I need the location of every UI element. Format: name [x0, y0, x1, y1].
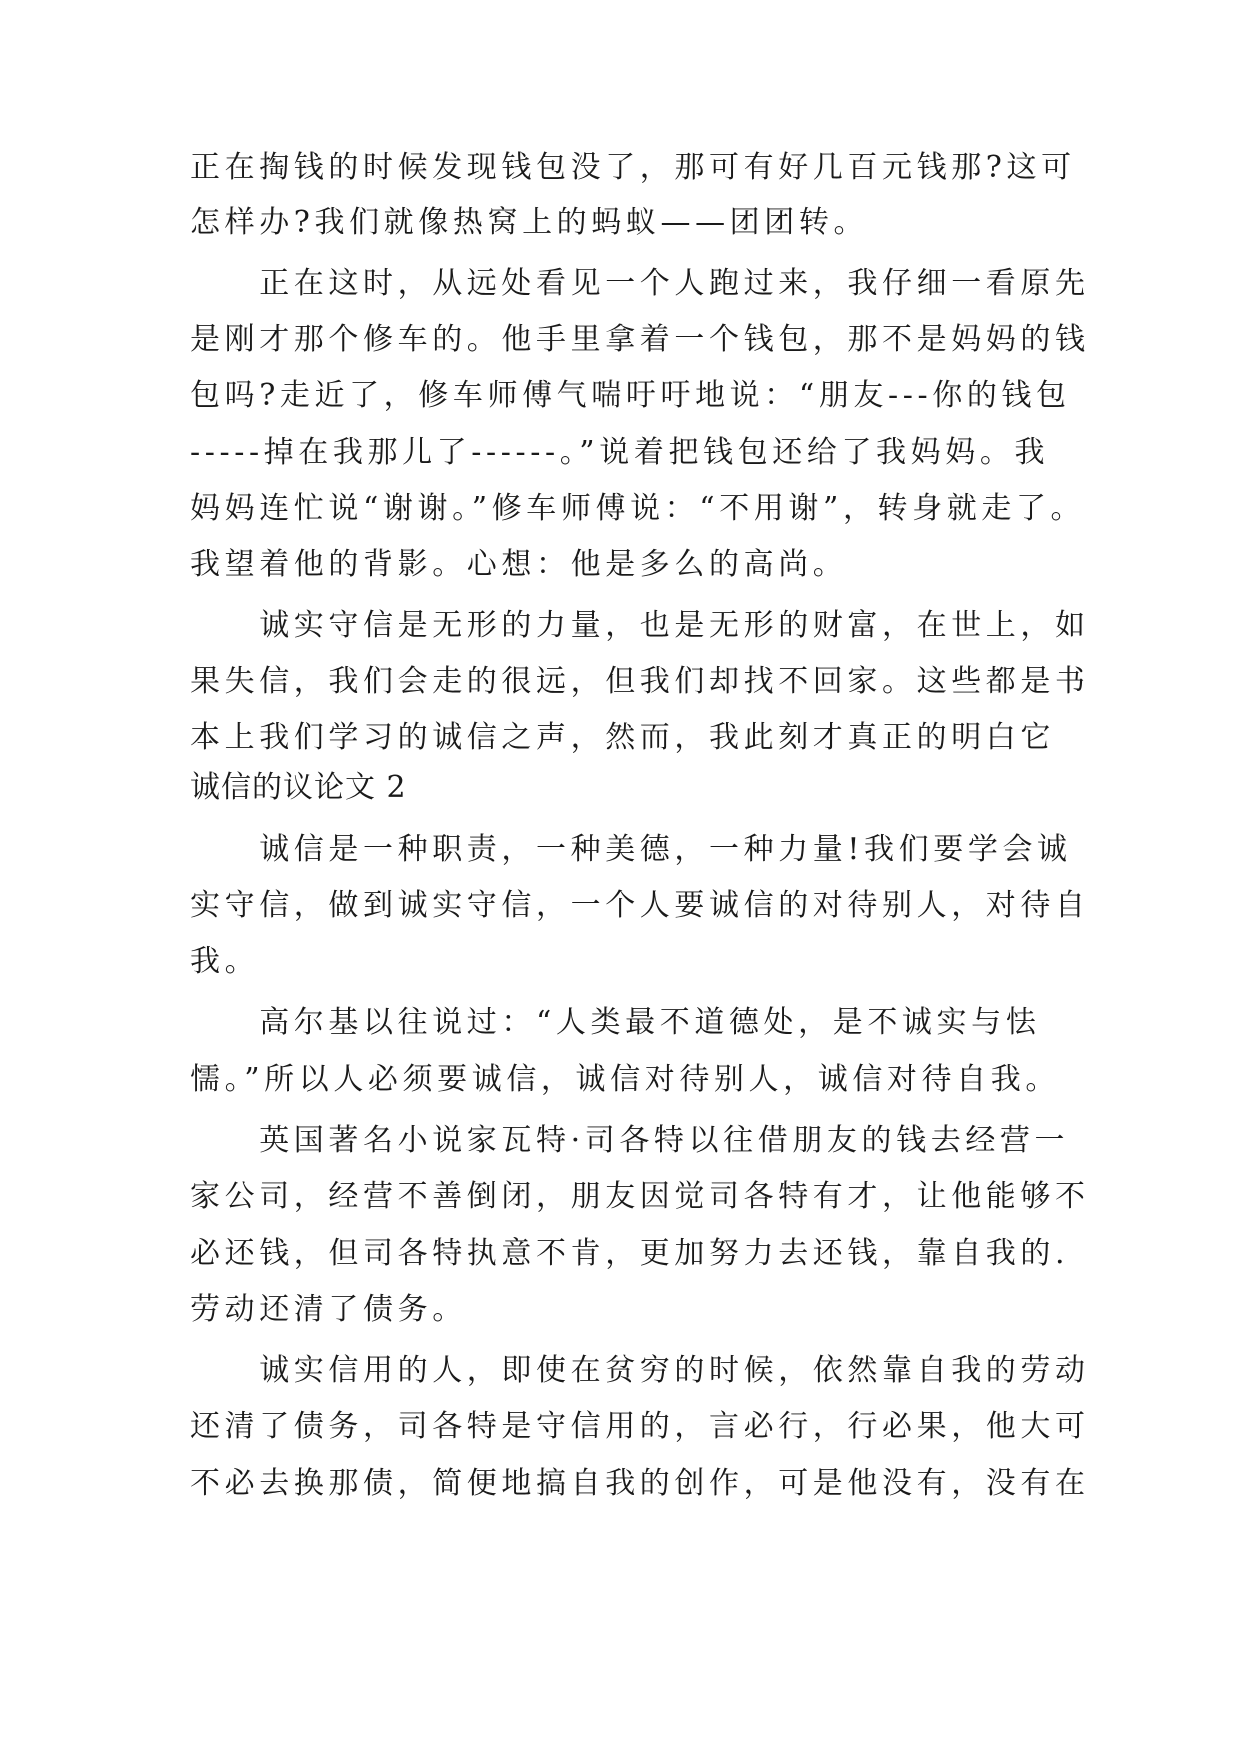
text-line: 正在掏钱的时候发现钱包没了，那可有好几百元钱那?这可	[190, 150, 1076, 185]
text-line: 我。	[190, 944, 260, 979]
text-line: 劳动还清了债务。	[190, 1292, 467, 1327]
text-line: 果失信，我们会走的很远，但我们却找不回家。这些都是书	[190, 664, 1090, 699]
text-line: 不必去换那债，简便地搞自我的创作，可是他没有，没有在	[190, 1466, 1090, 1501]
text-line: 必还钱，但司各特执意不肯，更加努力去还钱，靠自我的.	[190, 1236, 1070, 1271]
text-line: 还清了债务，司各特是守信用的，言必行，行必果，他大可	[190, 1409, 1090, 1444]
text-line: 实守信，做到诚实守信，一个人要诚信的对待别人，对待自	[190, 888, 1090, 923]
text-line: 高尔基以往说过：“人类最不道德处，是不诚实与怯	[190, 1005, 1041, 1040]
text-line: 本上我们学习的诚信之声，然而，我此刻才真正的明白它	[190, 720, 1055, 755]
text-line: 我望着他的背影。心想：他是多么的高尚。	[190, 547, 848, 582]
text-line: 怎样办?我们就像热窝上的蚂蚁——团团转。	[190, 205, 869, 240]
text-line: 诚实守信是无形的力量，也是无形的财富，在世上，如	[190, 608, 1090, 643]
text-line: 包吗?走近了，修车师傅气喘吁吁地说：“朋友---你的钱包	[190, 378, 1071, 413]
text-line: 诚实信用的人，即使在贫穷的时候，依然靠自我的劳动	[190, 1353, 1090, 1388]
text-line: 妈妈连忙说“谢谢。”修车师傅说：“不用谢”，转身就走了。	[190, 491, 1086, 526]
text-line: 家公司，经营不善倒闭，朋友因觉司各特有才，让他能够不	[190, 1179, 1090, 1214]
section-heading: 诚信的议论文 2	[190, 770, 407, 805]
text-line: 诚信是一种职责，一种美德，一种力量!我们要学会诚	[190, 832, 1072, 867]
text-line: 英国著名小说家瓦特·司各特以往借朋友的钱去经营一	[190, 1123, 1070, 1158]
text-line: 是刚才那个修车的。他手里拿着一个钱包，那不是妈妈的钱	[190, 322, 1090, 357]
text-line: 懦。”所以人必须要诚信，诚信对待别人，诚信对待自我。	[190, 1062, 1060, 1097]
text-line: -----掉在我那儿了------。”说着把钱包还给了我妈妈。我	[190, 435, 1050, 470]
text-line: 正在这时，从远处看见一个人跑过来，我仔细一看原先	[190, 266, 1090, 301]
